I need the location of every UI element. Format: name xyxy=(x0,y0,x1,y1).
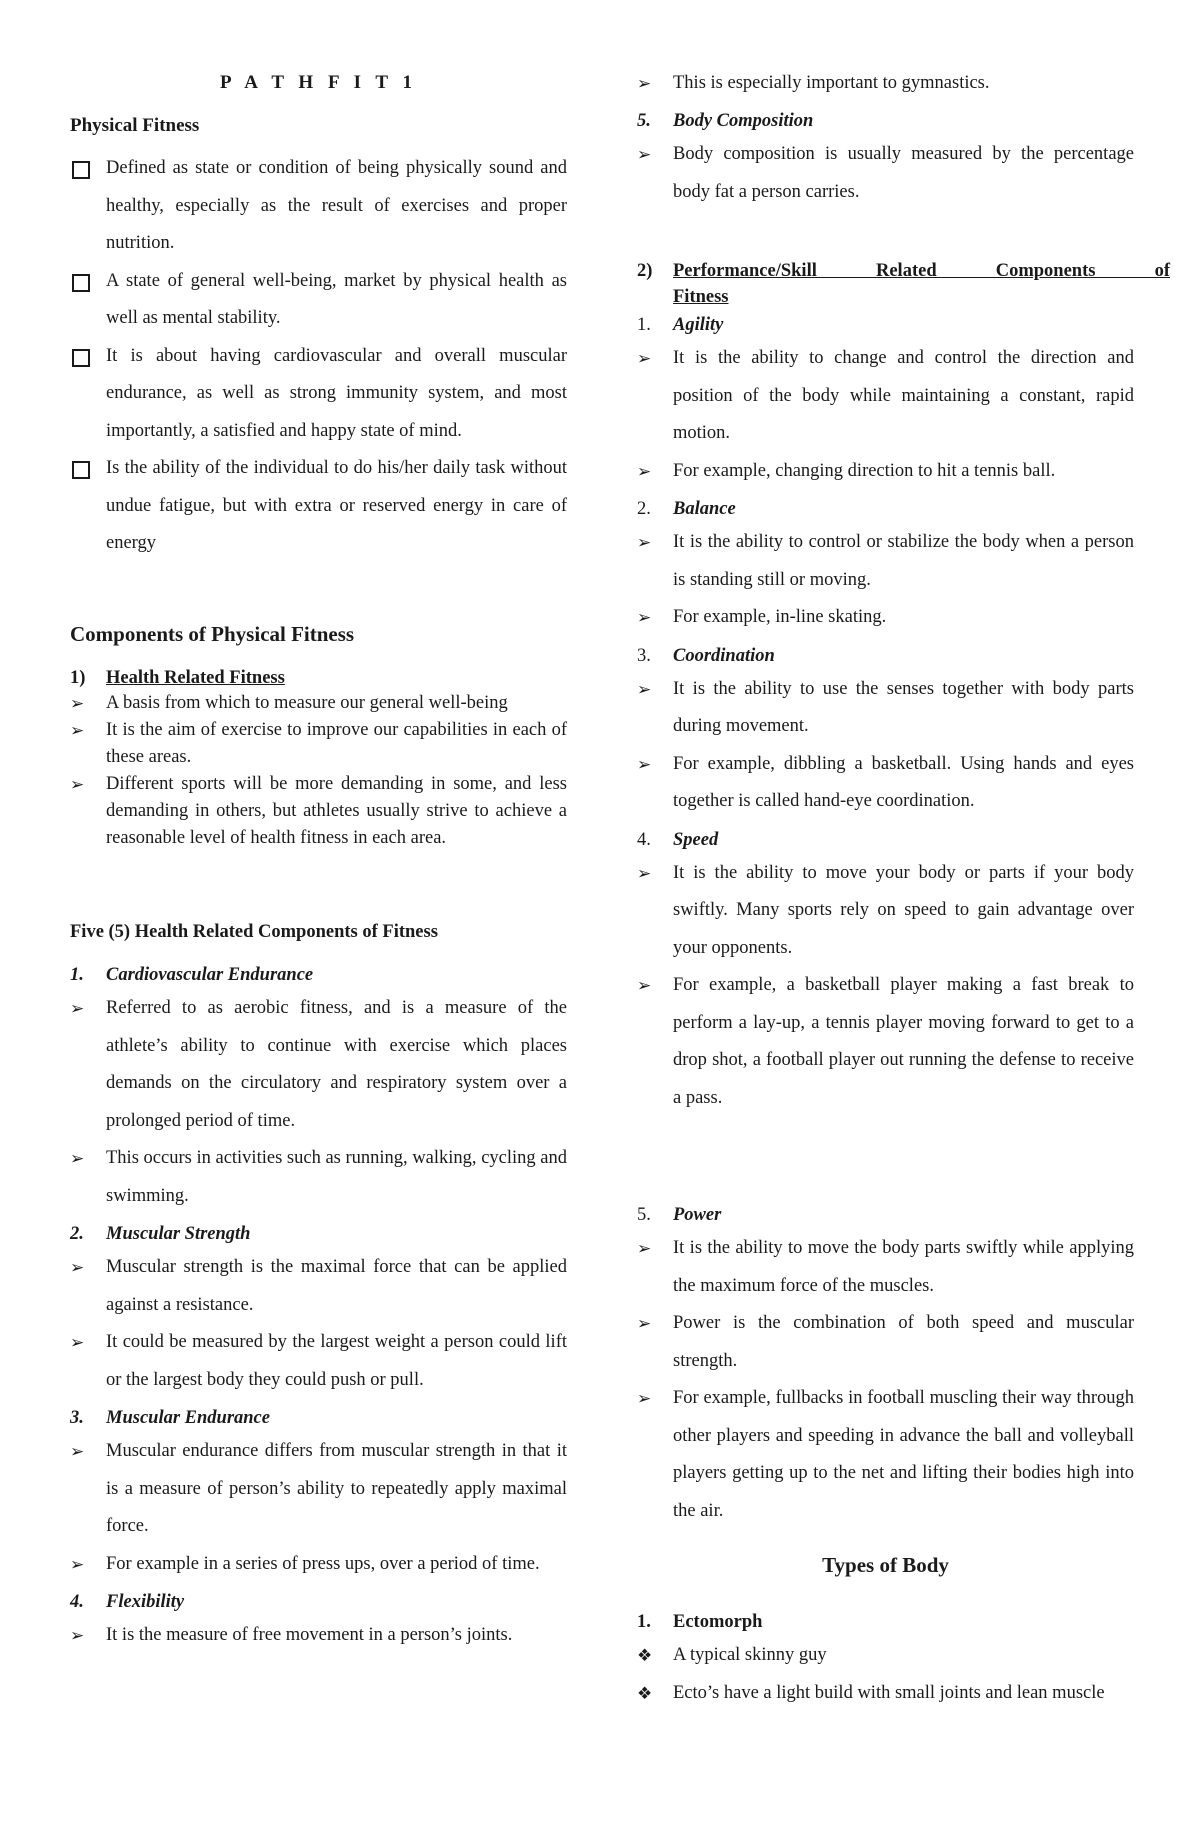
component-heading: 4. Flexibility xyxy=(70,1592,185,1612)
arrow-bullet-icon: ➢ xyxy=(70,1258,85,1277)
list-item: ➢ It is the ability to control or stabilize the body when a person is standing still or moving. xyxy=(637,524,1134,599)
list-item: ➢ For example, fullbacks in football muscling their way through other players and speeding in advance the ball and volleyball players getting up to the net and lifting their bodies high into the air. xyxy=(637,1380,1134,1530)
checkbox-bullet-icon xyxy=(72,161,90,179)
components-heading: Components of Physical Fitness xyxy=(70,622,355,646)
component-heading: 2. Muscular Strength xyxy=(70,1224,251,1244)
arrow-bullet-icon: ➢ xyxy=(637,1389,652,1408)
arrow-bullet-icon: ➢ xyxy=(70,1626,85,1645)
arrow-bullet-icon: ➢ xyxy=(637,145,652,164)
list-item: ➢ For example, dibbling a basketball. Using hands and eyes together is called hand-eye coordination. xyxy=(637,746,1134,821)
body-types-list xyxy=(637,1607,1134,1712)
types-of-body-heading: Types of Body xyxy=(822,1553,949,1577)
arrow-bullet-icon: ➢ xyxy=(70,694,85,713)
checkbox-bullet-icon xyxy=(72,461,90,479)
arrow-bullet-icon: ➢ xyxy=(70,1149,85,1168)
arrow-bullet-icon: ➢ xyxy=(637,679,652,699)
health-related-list xyxy=(70,690,567,852)
five-components-heading: Five (5) Health Related Components of Fitness xyxy=(70,922,438,942)
list-item: ❖ A typical skinny guy xyxy=(637,1637,1134,1675)
arrow-bullet-icon: ➢ xyxy=(70,1442,85,1461)
list-item: It is about having cardiovascular and overall muscular endurance, as well as strong immunity system, and most importantly, a satisfied and happy state of mind. xyxy=(70,338,567,451)
arrow-bullet-icon: ➢ xyxy=(637,349,652,368)
physical-fitness-heading: Physical Fitness xyxy=(70,115,200,136)
list-item: ➢ It could be measured by the largest weight a person could lift or the largest body they could push or pull. xyxy=(70,1324,567,1399)
list-item: ➢ Referred to as aerobic fitness, and is a measure of the athlete’s ability to continue with exercise which places demands on the circulatory and respiratory system over a prolonged period of time. xyxy=(70,990,567,1140)
arrow-bullet-icon: ➢ xyxy=(637,533,652,552)
physical-fitness-list xyxy=(70,150,567,563)
arrow-bullet-icon: ➢ xyxy=(70,721,85,740)
list-item: ➢ For example, in-line skating. xyxy=(637,599,1134,637)
health-components-list xyxy=(70,960,567,1655)
diamond-bullet-icon: ❖ xyxy=(637,1683,653,1703)
list-item: ➢ Muscular strength is the maximal force that can be applied against a resistance. xyxy=(70,1249,567,1324)
checkbox-bullet-icon xyxy=(72,274,90,292)
list-item: ➢ It is the ability to move your body or parts if your body swiftly. Many sports rely on speed to gain advantage over your opponents. xyxy=(637,855,1134,968)
power-section xyxy=(637,1200,1134,1530)
list-item: ➢ Power is the combination of both speed and muscular strength. xyxy=(637,1305,1134,1380)
list-item: ➢ For example, a basketball player making a fast break to perform a lay-up, a tennis player moving forward to get to a drop shot, a football player out running the defense to receive a pass. xyxy=(637,967,1134,1117)
checkbox-bullet-icon xyxy=(72,349,90,367)
gymnastics-note xyxy=(637,65,1134,103)
component-heading: 5. Power xyxy=(637,1205,722,1225)
arrow-bullet-icon: ➢ xyxy=(70,1554,85,1574)
list-item: ➢ Muscular endurance differs from muscular strength in that it is a measure of person’s ability to repeatedly apply maximal force. xyxy=(70,1433,567,1546)
list-item: ➢ This occurs in activities such as running, walking, cycling and swimming. xyxy=(70,1140,567,1215)
component-heading: 1. Agility xyxy=(637,315,724,335)
list-item: ➢ Different sports will be more demanding in some, and less demanding in others, but athletes usually strive to achieve a reasonable level of health fitness in each area. xyxy=(70,771,567,852)
list-item: ➢ It is the ability to move the body parts swiftly while applying the maximum force of the muscles. xyxy=(637,1230,1134,1305)
list-item: Defined as state or condition of being physically sound and healthy, especially as the result of exercises and proper nutrition. xyxy=(70,150,567,263)
arrow-bullet-icon: ➢ xyxy=(637,863,652,883)
list-item: ➢ This is especially important to gymnastics. xyxy=(637,65,1134,103)
component-heading: 1. Cardiovascular Endurance xyxy=(70,965,314,985)
component-heading: 2. Balance xyxy=(637,499,736,519)
list-item: ➢ It is the aim of exercise to improve our capabilities in each of these areas. xyxy=(70,717,567,771)
list-item: A state of general well-being, market by physical health as well as mental stability. xyxy=(70,263,567,338)
health-related-fitness-heading: 1) Health Related Fitness xyxy=(70,668,285,688)
performance-skill-heading: 2) Performance/Skill Related Components of Fitness xyxy=(637,261,1170,307)
component-heading: 3. Muscular Endurance xyxy=(70,1408,270,1428)
list-item: Is the ability of the individual to do his/her daily task without undue fatigue, but with extra or reserved energy in care of energy xyxy=(70,450,567,563)
body-composition-section xyxy=(637,106,1134,211)
document-title: P A T H F I T 1 xyxy=(220,72,417,93)
arrow-bullet-icon: ➢ xyxy=(637,608,652,627)
right-column xyxy=(637,0,1170,1703)
list-item: ➢ A basis from which to measure our general well-being xyxy=(70,690,567,717)
list-item: ❖ Ecto’s have a light build with small joints and lean muscle xyxy=(637,1675,1134,1713)
arrow-bullet-icon: ➢ xyxy=(637,976,652,995)
arrow-bullet-icon: ➢ xyxy=(70,1333,85,1352)
arrow-bullet-icon: ➢ xyxy=(70,775,85,794)
arrow-bullet-icon: ➢ xyxy=(637,74,652,93)
arrow-bullet-icon: ➢ xyxy=(637,461,652,481)
arrow-bullet-icon: ➢ xyxy=(637,1239,652,1258)
component-heading: 4. Speed xyxy=(637,829,719,850)
left-column xyxy=(70,0,567,1645)
list-item: ➢ For example in a series of press ups, over a period of time. xyxy=(70,1546,567,1584)
performance-components-list xyxy=(637,310,1134,1117)
component-heading: 3. Coordination xyxy=(637,645,775,666)
component-heading: 5. Body Composition xyxy=(637,111,814,131)
diamond-bullet-icon: ❖ xyxy=(637,1646,653,1665)
arrow-bullet-icon: ➢ xyxy=(70,999,85,1018)
list-item: ➢ It is the ability to change and control the direction and position of the body while maintaining a constant, rapid motion. xyxy=(637,340,1134,453)
list-item: ➢ It is the ability to use the senses together with body parts during movement. xyxy=(637,671,1134,746)
list-item: ➢ It is the measure of free movement in a person’s joints. xyxy=(70,1617,567,1655)
list-item: ➢ For example, changing direction to hit a tennis ball. xyxy=(637,453,1134,491)
arrow-bullet-icon: ➢ xyxy=(637,1314,652,1333)
body-type-heading: 1. Ectomorph xyxy=(637,1612,763,1632)
list-item: ➢ Body composition is usually measured by the percentage body fat a person carries. xyxy=(637,136,1134,211)
arrow-bullet-icon: ➢ xyxy=(637,754,652,774)
